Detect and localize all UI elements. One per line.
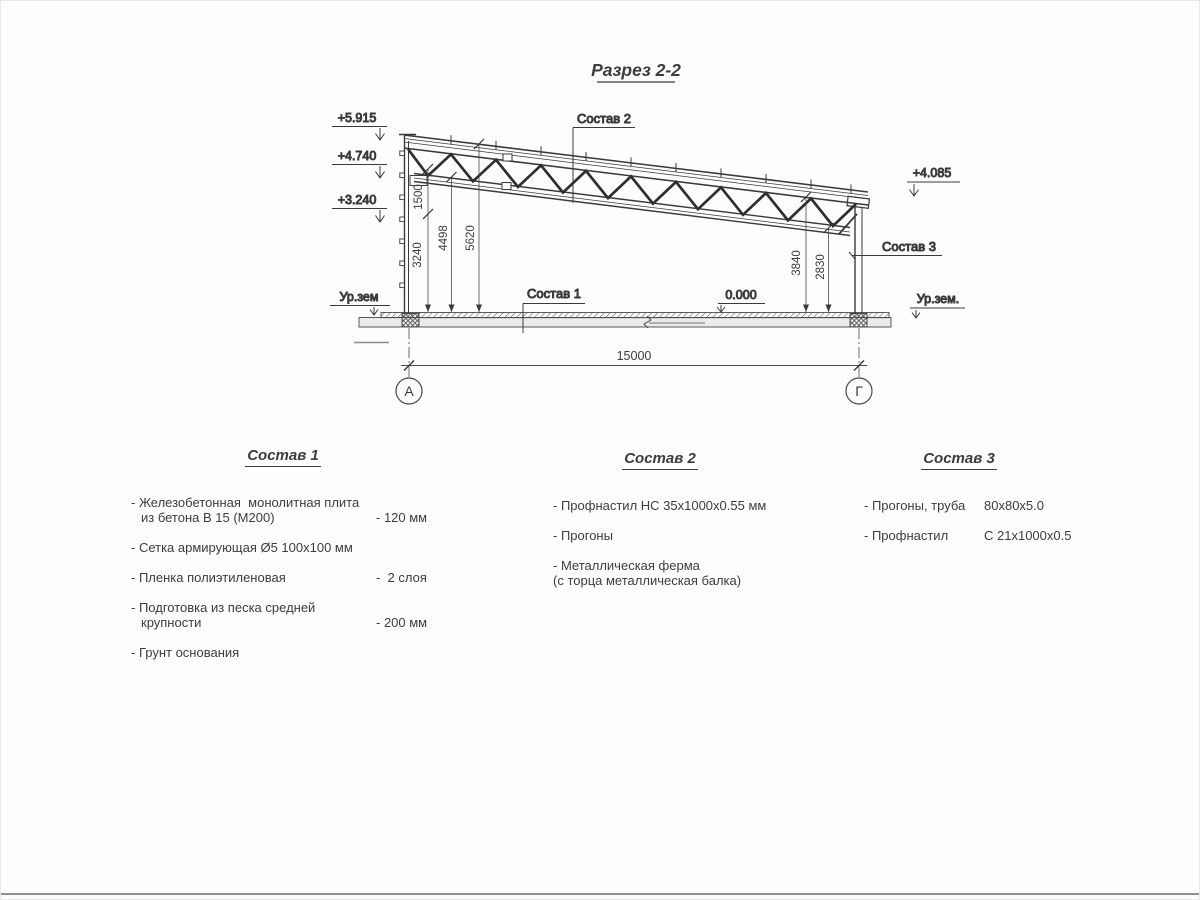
roof-sheets-and-top-chord — [404, 135, 868, 205]
dim-span-15000: 15000 — [616, 349, 652, 363]
item-value: С 21х1000х0.5 — [984, 528, 1072, 543]
grid-axis-a-label: А — [404, 383, 414, 399]
list-item: - Профнастил — [864, 528, 949, 543]
dim-3840: 3840 — [791, 250, 803, 276]
svg-text:+4.740: +4.740 — [337, 149, 377, 163]
dim-4498: 4498 — [438, 225, 450, 251]
floor-slab — [354, 313, 891, 343]
list-1-title: Состав 1 — [183, 447, 383, 464]
list-item: - Сетка армирующая Ø5 100х100 мм — [131, 540, 353, 555]
roof-truss — [404, 135, 868, 236]
dimension-arrowheads — [425, 305, 832, 313]
dim-3240: 3240 — [412, 242, 424, 268]
section-drawing — [1, 1, 1200, 461]
span-dimension — [396, 328, 872, 404]
list-3-title: Состав 3 — [859, 450, 1059, 467]
leader-sostav3 — [849, 239, 942, 259]
list-item: из бетона В 15 (М200) — [141, 510, 275, 525]
foundation-block-right — [850, 314, 867, 328]
grid-axis-g-label: Г — [855, 383, 863, 399]
list-item: (с торца металлическая балка) — [553, 573, 742, 588]
svg-text:Ур.зем: Ур.зем — [339, 290, 379, 304]
elevation-mark-4740 — [332, 149, 387, 178]
list-2-title: Состав 2 — [560, 450, 760, 467]
svg-text:+3.240: +3.240 — [337, 193, 377, 207]
truss-web-diagonals — [408, 149, 856, 226]
elevation-mark-zero — [717, 288, 765, 312]
ground-level-mark-left — [330, 290, 390, 315]
elevation-marks — [330, 111, 965, 318]
list-item: - Профнастил НС 35х1000х0.55 мм — [553, 498, 767, 513]
svg-text:Состав 1: Состав 1 — [527, 286, 581, 301]
item-value: - 120 мм — [376, 510, 428, 525]
svg-text:+4.085: +4.085 — [912, 166, 952, 180]
ground-level-mark-right — [910, 292, 965, 318]
drawing-title — [591, 60, 681, 82]
svg-text:Состав 3: Состав 3 — [882, 239, 936, 254]
foundation-block-left — [402, 314, 419, 328]
svg-text:0.000: 0.000 — [725, 288, 757, 302]
svg-text:Ур.зем.: Ур.зем. — [916, 292, 960, 306]
sand-bed — [359, 318, 891, 328]
list-item: - Железобетонная монолитная плита — [131, 495, 360, 510]
dim-1500: 1500 — [413, 184, 425, 210]
svg-text:+5.915: +5.915 — [337, 111, 377, 125]
list-item: - Грунт основания — [131, 645, 240, 660]
dim-5620: 5620 — [465, 225, 477, 251]
elevation-mark-5915 — [332, 111, 387, 140]
list-item: крупности — [141, 615, 202, 630]
list-item: - Металлическая ферма — [553, 558, 700, 573]
page-bottom-border — [1, 893, 1200, 895]
slab-hatch-band — [381, 313, 889, 318]
list-item: - Прогоны, труба — [864, 498, 966, 513]
wall-ties — [400, 151, 405, 288]
bearing-plate-left — [410, 176, 427, 186]
elevation-mark-3240 — [332, 193, 387, 222]
item-value: - 2 слоя — [376, 570, 427, 585]
list-item: - Прогоны — [553, 528, 613, 543]
left-column — [399, 134, 416, 314]
list-item: - Пленка полиэтиленовая — [131, 570, 286, 585]
item-value: - 200 мм — [376, 615, 428, 630]
list-item: - Подготовка из песка средней — [131, 600, 316, 615]
grid-bubble-a — [396, 378, 422, 404]
item-value: 80х80х5.0 — [984, 498, 1044, 513]
elevation-mark-4085 — [907, 166, 960, 196]
section-title-text: Разрез 2-2 — [591, 60, 681, 80]
dimension-ticks — [423, 139, 834, 233]
svg-text:Состав 2: Состав 2 — [577, 111, 631, 126]
dim-2830: 2830 — [815, 254, 827, 280]
grid-bubble-g — [846, 378, 872, 404]
